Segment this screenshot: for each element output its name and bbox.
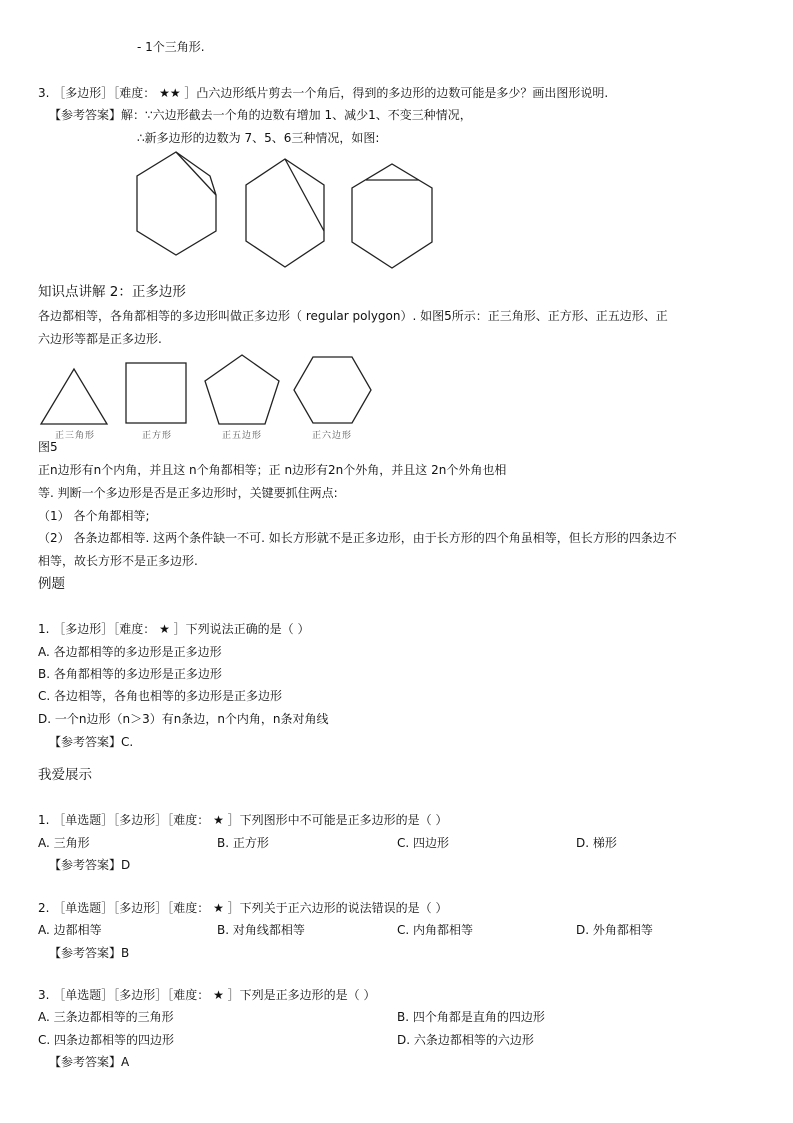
example-heading: 例题 xyxy=(38,576,65,592)
show-q1-stem: 1. ［单选题］［多边形］［难度： ★ ］下列图形中不可能是正多边形的是（ ） xyxy=(38,813,448,827)
show-q2-option-d: D. 外角都相等 xyxy=(576,923,653,937)
regular-polygon-figures xyxy=(0,0,793,440)
q3-answer-line2: ∴新多边形的边数为 7、5、6三种情况，如图: xyxy=(137,131,380,145)
caption-square: 正方形 xyxy=(142,431,173,441)
show-q3-answer: 【参考答案】A xyxy=(49,1055,130,1069)
q3-stem: 3. ［多边形］［难度： ★★ ］凸六边形纸片剪去一个角后，得到的多边形的边数可能是多少？画出图形说明. xyxy=(38,86,609,100)
example-option-a: A. 各边都相等的多边形是正多边形 xyxy=(38,645,222,659)
show-q3-option-c: C. 四条边都相等的四边形 xyxy=(38,1033,175,1047)
example-option-c: C. 各边相等，各角也相等的多边形是正多边形 xyxy=(38,689,283,703)
show-q2-option-c: C. 内角都相等 xyxy=(397,923,474,937)
section-title-regular-polygon: 知识点讲解 2：正多边形 xyxy=(38,284,186,300)
regular-pentagon-shape xyxy=(205,355,279,424)
show-q2-option-a: A. 边都相等 xyxy=(38,923,102,937)
figure-label: 图5 xyxy=(38,440,58,454)
top-fragment: - 1个三角形. xyxy=(137,40,205,54)
regular-hexagon-shape xyxy=(294,357,371,423)
definition-line2: 六边形等都是正多边形. xyxy=(38,332,162,346)
example-option-d: D. 一个n边形（n＞3）有n条边，n个内角，n条对角线 xyxy=(38,712,329,726)
show-q1-option-d: D. 梯形 xyxy=(576,836,617,850)
show-q1-option-b: B. 正方形 xyxy=(217,836,269,850)
show-heading: 我爱展示 xyxy=(38,767,92,783)
property-line1: 正n边形有n个内角，并且这 n个角都相等；正 n边形有2n个外角，并且这 2n个外角也相 xyxy=(38,463,507,477)
show-q3-option-d: D. 六条边都相等的六边形 xyxy=(397,1033,534,1047)
property-line2: 等. 判断一个多边形是否是正多边形时，关键要抓住两点: xyxy=(38,486,338,500)
show-q3-option-b: B. 四个角都是直角的四边形 xyxy=(397,1010,545,1024)
example-option-b: B. 各角都相等的多边形是正多边形 xyxy=(38,667,222,681)
regular-triangle-shape xyxy=(41,369,107,424)
show-q3-option-a: A. 三条边都相等的三角形 xyxy=(38,1010,174,1024)
example-stem: 1. ［多边形］［难度： ★ ］下列说法正确的是（ ） xyxy=(38,622,310,636)
show-q2-stem: 2. ［单选题］［多边形］［难度： ★ ］下列关于正六边形的说法错误的是（ ） xyxy=(38,901,448,915)
show-q2-option-b: B. 对角线都相等 xyxy=(217,923,305,937)
square-shape xyxy=(126,363,186,423)
definition-line1: 各边都相等，各角都相等的多边形叫做正多边形（ regular polygon）. 如图5所示：正三角形、正方形、正五边形、正 xyxy=(38,309,668,323)
q3-answer-line1: 【参考答案】解：∵六边形截去一个角的边数有增加 1、减少1、不变三种情况， xyxy=(49,108,472,122)
key-point-2-line1: （2） 各条边都相等. 这两个条件缺一不可. 如长方形就不是正多边形，由于长方形的四个角虽相等，但长方形的四条边不 xyxy=(38,531,677,545)
caption-regular-triangle: 正三角形 xyxy=(55,431,96,441)
key-point-2-line2: 相等，故长方形不是正多边形. xyxy=(38,554,198,568)
caption-regular-hexagon: 正六边形 xyxy=(312,431,353,441)
example-answer: 【参考答案】C. xyxy=(49,735,134,749)
show-q1-option-c: C. 四边形 xyxy=(397,836,450,850)
show-q2-answer: 【参考答案】B xyxy=(49,946,130,960)
show-q1-answer: 【参考答案】D xyxy=(49,858,131,872)
show-q3-stem: 3. ［单选题］［多边形］［难度： ★ ］下列是正多边形的是（ ） xyxy=(38,988,376,1002)
show-q1-option-a: A. 三角形 xyxy=(38,836,90,850)
caption-regular-pentagon: 正五边形 xyxy=(222,431,263,441)
key-point-1: （1） 各个角都相等; xyxy=(38,509,150,523)
